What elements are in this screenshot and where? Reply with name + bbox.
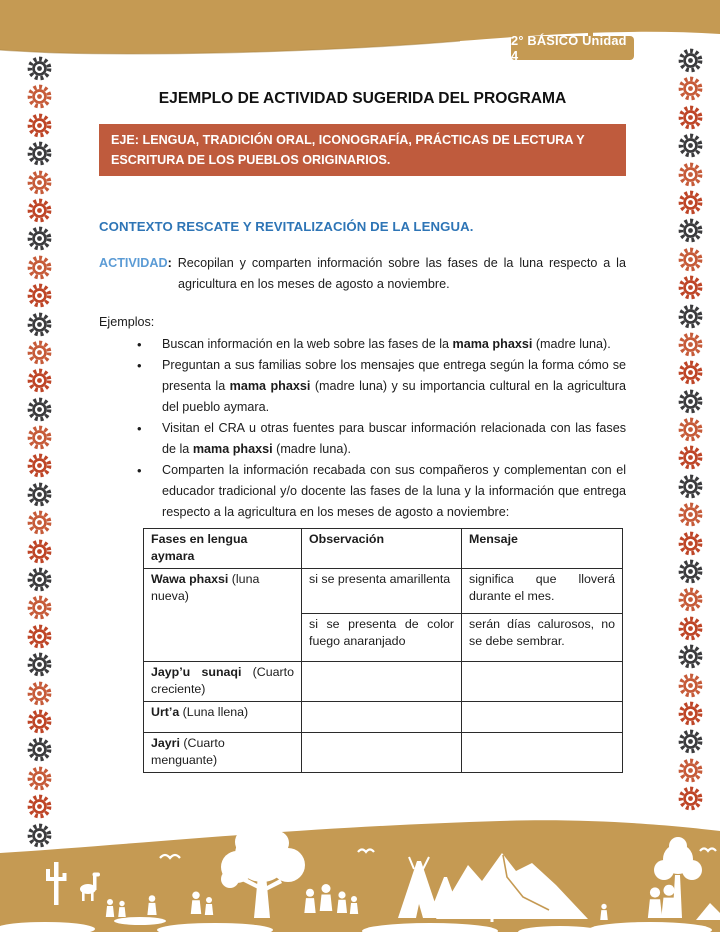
- mensaje-cell-empty: [462, 702, 623, 733]
- rosette-motif-icon: [26, 225, 53, 252]
- ejemplos-label: Ejemplos:: [99, 315, 155, 329]
- rosette-motif-icon: [26, 254, 53, 281]
- mensaje-cell-empty: [462, 662, 623, 702]
- rosette-motif-icon: [677, 359, 704, 386]
- rosette-motif-icon: [677, 47, 704, 74]
- rosette-motif-icon: [26, 765, 53, 792]
- actividad-text: Recopilan y comparten información sobre las fases de la luna respecto a la agricultura en los meses de agosto a noviembre.: [177, 256, 626, 291]
- table-header-row: [144, 529, 623, 569]
- mensaje-cell-empty: [462, 733, 623, 773]
- contexto-heading: CONTEXTO RESCATE Y REVITALIZACIÓN DE LA LENGUA.: [99, 219, 474, 234]
- example-item: • Comparten la información recabada con sus compañeros y complementan con el educador tradicional y/o docente las fases de la luna y la información que entrega respecto a la agricultura en los meses de agosto a noviembre:: [99, 460, 626, 523]
- rosette-motif-icon: [677, 558, 704, 585]
- rosette-motif-icon: [677, 785, 704, 812]
- example-item: • Buscan información en la web sobre las fases de la mama phaxsi (madre luna).: [99, 334, 626, 355]
- rosette-motif-icon: [26, 452, 53, 479]
- rosette-motif-icon: [26, 367, 53, 394]
- observacion-cell-empty: [302, 702, 462, 733]
- rosette-motif-icon: [677, 331, 704, 358]
- rosette-motif-icon: [677, 303, 704, 330]
- column-header-observacion: Observación: [302, 529, 462, 569]
- rosette-motif-icon: [26, 566, 53, 593]
- rosette-motif-icon: [26, 594, 53, 621]
- rosette-motif-icon: [677, 672, 704, 699]
- rosette-motif-icon: [677, 757, 704, 784]
- eje-banner: [99, 124, 626, 176]
- rosette-motif-icon: [677, 161, 704, 188]
- examples-list: [99, 334, 626, 523]
- rosette-motif-icon: [677, 274, 704, 301]
- example-item: • Visitan el CRA u otras fuentes para buscar información relacionada con las fases de la mama phaxsi (madre luna).: [99, 418, 626, 460]
- unit-badge-label: 2° BÁSICO Unidad 4: [511, 33, 627, 63]
- observacion-cell-empty: [302, 733, 462, 773]
- rosette-motif-icon: [677, 75, 704, 102]
- mensaje-cell: serán días calurosos, no se debe sembrar.: [462, 614, 623, 662]
- rosette-motif-icon: [677, 530, 704, 557]
- rosette-motif-icon: [26, 311, 53, 338]
- rosette-motif-icon: [26, 55, 53, 82]
- rosette-motif-icon: [677, 643, 704, 670]
- column-header-fases: Fases en lengua aymara: [144, 529, 302, 569]
- rosette-motif-icon: [677, 615, 704, 642]
- actividad-paragraph: [99, 253, 626, 295]
- rosette-motif-icon: [677, 416, 704, 443]
- actividad-label: ACTIVIDAD: [99, 256, 168, 270]
- moon-phases-table: [143, 528, 623, 773]
- rosette-motif-icon: [26, 83, 53, 110]
- rosette-motif-icon: [26, 282, 53, 309]
- left-border-pattern: [26, 55, 54, 849]
- rosette-motif-icon: [26, 822, 53, 849]
- mensaje-cell: significa que lloverá durante el mes.: [462, 569, 623, 614]
- column-header-mensaje: Mensaje: [462, 529, 623, 569]
- fase-cell: Jayri (Cuarto menguante): [144, 733, 302, 773]
- right-border-pattern: [677, 47, 705, 812]
- rosette-motif-icon: [26, 481, 53, 508]
- rosette-motif-icon: [26, 651, 53, 678]
- fase-cell: Wawa phaxsi (luna nueva): [144, 569, 302, 662]
- actividad-colon: :: [167, 256, 178, 270]
- rosette-motif-icon: [677, 388, 704, 415]
- rosette-motif-icon: [26, 396, 53, 423]
- rosette-motif-icon: [26, 538, 53, 565]
- example-item: • Preguntan a sus familias sobre los mensajes que entrega según la forma cómo se presenta la mama phaxsi (madre luna) y su importancia cultural en la agricultura del pueblo aymara.: [99, 355, 626, 418]
- eje-banner-text: EJE: LENGUA, TRADICIÓN ORAL, ICONOGRAFÍA, PRÁCTICAS DE LECTURA Y ESCRITURA DE LOS PUEBLOS ORIGINARIOS.: [111, 133, 585, 167]
- rosette-motif-icon: [677, 444, 704, 471]
- rosette-motif-icon: [26, 112, 53, 139]
- table-row: [144, 662, 623, 702]
- observacion-cell: si se presenta amarillenta: [302, 569, 462, 614]
- rosette-motif-icon: [26, 169, 53, 196]
- document-content: [99, 86, 626, 773]
- rosette-motif-icon: [26, 140, 53, 167]
- rosette-motif-icon: [677, 189, 704, 216]
- table-row: [144, 702, 623, 733]
- fase-cell: Jayp’u sunaqi (Cuarto creciente): [144, 662, 302, 702]
- observacion-cell: si se presenta de color fuego anaranjado: [302, 614, 462, 662]
- rosette-motif-icon: [26, 736, 53, 763]
- rosette-motif-icon: [677, 217, 704, 244]
- rosette-motif-icon: [26, 623, 53, 650]
- rosette-motif-icon: [26, 680, 53, 707]
- page-title: EJEMPLO DE ACTIVIDAD SUGERIDA DEL PROGRAMA: [158, 90, 567, 107]
- rosette-motif-icon: [677, 132, 704, 159]
- rosette-motif-icon: [26, 793, 53, 820]
- rosette-motif-icon: [26, 509, 53, 536]
- rosette-motif-icon: [26, 339, 53, 366]
- observacion-cell-empty: [302, 662, 462, 702]
- fase-cell: Urt’a (Luna llena): [144, 702, 302, 733]
- rosette-motif-icon: [677, 586, 704, 613]
- footer-illustration: [0, 817, 720, 932]
- table-row: [144, 733, 623, 773]
- rosette-motif-icon: [677, 700, 704, 727]
- unit-badge: [511, 33, 634, 63]
- rosette-motif-icon: [677, 104, 704, 131]
- rosette-motif-icon: [677, 246, 704, 273]
- rosette-motif-icon: [677, 501, 704, 528]
- rosette-motif-icon: [26, 708, 53, 735]
- table-row: [144, 569, 623, 614]
- rosette-motif-icon: [677, 728, 704, 755]
- rosette-motif-icon: [677, 473, 704, 500]
- rosette-motif-icon: [26, 197, 53, 224]
- rosette-motif-icon: [26, 424, 53, 451]
